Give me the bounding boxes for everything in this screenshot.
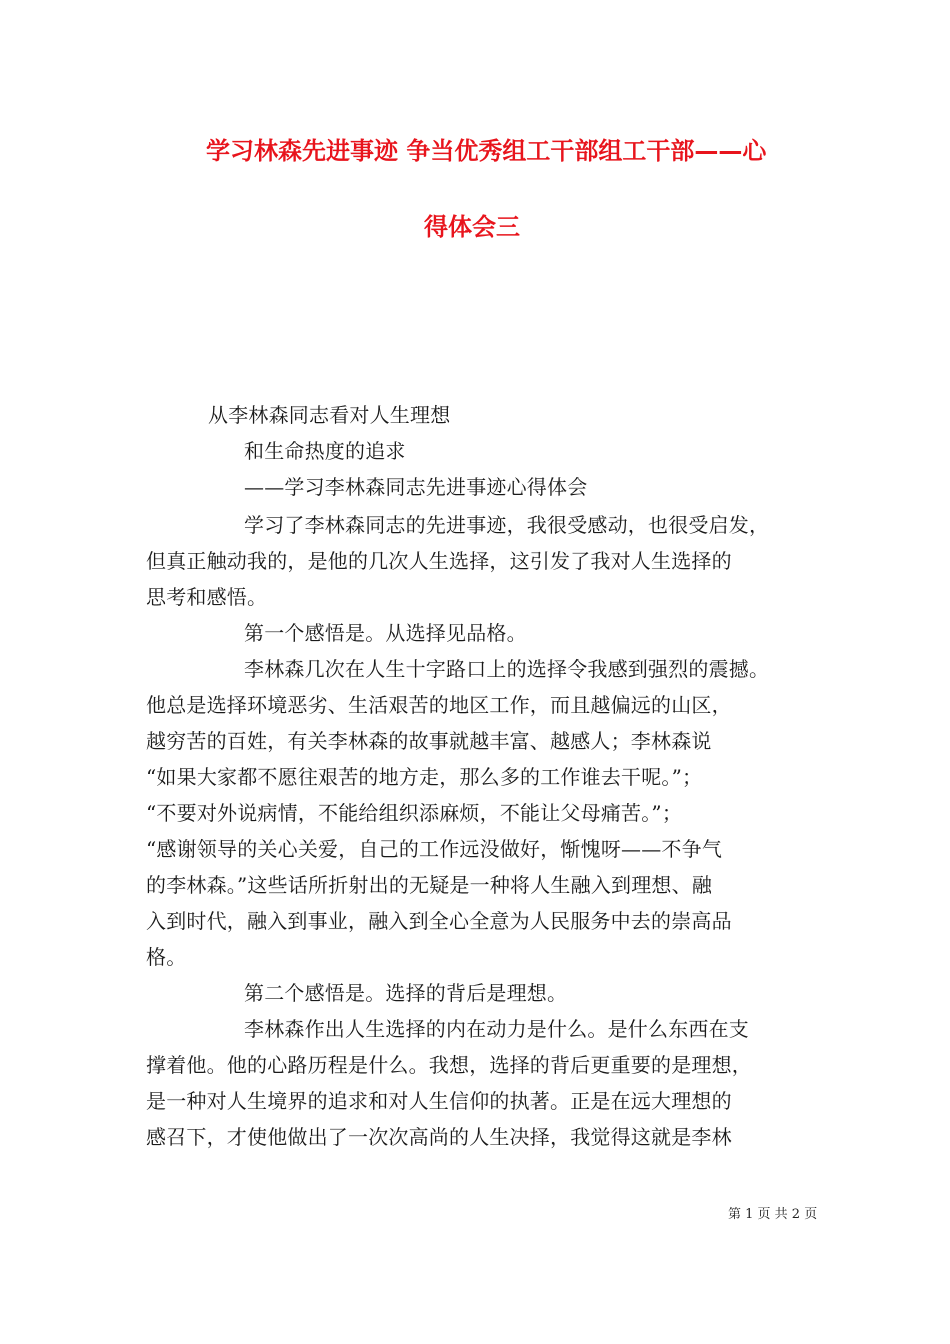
paragraph-line: 是一种对人生境界的追求和对人生信仰的执著。正是在远大理想的 bbox=[146, 1089, 732, 1113]
paragraph-line: 入到时代，融入到事业，融入到全心全意为人民服务中去的崇高品 bbox=[146, 909, 732, 933]
paragraph-line: 撑着他。他的心路历程是什么。我想，选择的背后更重要的是理想， bbox=[146, 1053, 752, 1077]
paragraph-line: 越穷苦的百姓，有关李林森的故事就越丰富、越感人；李林森说 bbox=[146, 729, 712, 753]
subtitle-line-2: 和生命热度的追求 bbox=[244, 439, 406, 463]
paragraph-line: 但真正触动我的，是他的几次人生选择，这引发了我对人生选择的 bbox=[146, 549, 732, 573]
section-heading-1: 第一个感悟是。从选择见品格。 bbox=[244, 621, 527, 645]
document-title-line-1: 学习林森先进事迹 争当优秀组工干部组工干部——心 bbox=[206, 137, 767, 165]
subtitle-line-1: 从李林森同志看对人生理想 bbox=[208, 403, 451, 427]
paragraph-line: “感谢领导的关心关爱，自己的工作远没做好，惭愧呀——不争气 bbox=[146, 837, 723, 861]
paragraph-line: “不要对外说病情，不能给组织添麻烦，不能让父母痛苦。”； bbox=[146, 801, 683, 825]
section-heading-2: 第二个感悟是。选择的背后是理想。 bbox=[244, 981, 568, 1005]
paragraph-line: “如果大家都不愿往艰苦的地方走，那么多的工作谁去干呢。”； bbox=[146, 765, 703, 789]
subtitle-line-3: ——学习李林森同志先进事迹心得体会 bbox=[244, 475, 588, 499]
paragraph-line: 思考和感悟。 bbox=[146, 585, 268, 609]
paragraph-line: 格。 bbox=[146, 945, 187, 969]
paragraph-line: 学习了李林森同志的先进事迹，我很受感动，也很受启发， bbox=[244, 513, 770, 537]
paragraph-line: 李林森几次在人生十字路口上的选择令我感到强烈的震撼。 bbox=[244, 657, 770, 681]
paragraph-line: 的李林森。”这些话所折射出的无疑是一种将人生融入到理想、融 bbox=[146, 873, 713, 897]
paragraph-line: 李林森作出人生选择的内在动力是什么。是什么东西在支 bbox=[244, 1017, 749, 1041]
page-number-footer: 第 1 页 共 2 页 bbox=[728, 1207, 818, 1222]
document-title-line-2: 得体会三 bbox=[424, 213, 520, 241]
paragraph-line: 感召下，才使他做出了一次次高尚的人生决择，我觉得这就是李林 bbox=[146, 1125, 732, 1149]
paragraph-line: 他总是选择环境恶劣、生活艰苦的地区工作，而且越偏远的山区， bbox=[146, 693, 732, 717]
